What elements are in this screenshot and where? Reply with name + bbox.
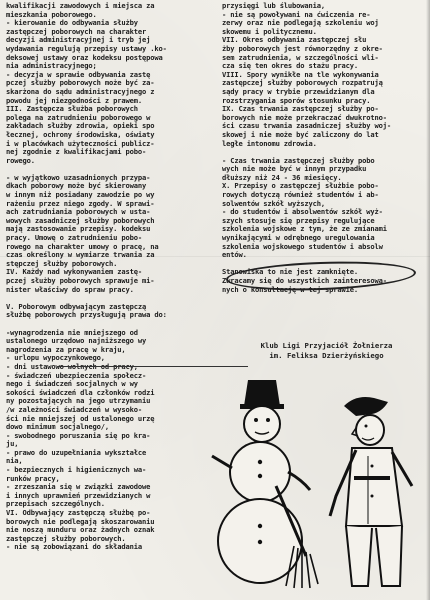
right-text-line: skowej i nie może być zaliczony do lat [222,130,379,139]
right-text-line: - Czas trwania zastępczej służby pobo [222,156,375,165]
left-text-line: decyzji administracyjnej i tryb jej [6,36,151,45]
left-text-line: rażeniu przez niego zgody. W sprawi- [6,199,155,208]
right-text-line: cza się ten okres do stażu pracy. [222,62,358,71]
left-text-line: - bezpiecznych i higienicznych wa- [6,466,147,475]
left-text-line: przepisach szczególnych. [6,500,105,509]
right-text-line: VII. Okres odbywania zastępczej słu [222,36,367,45]
left-text-line: skarżona do sądu administracyjnego z [6,87,155,96]
left-text-line: - zrzeszania się w związki zawodowe [6,483,151,492]
left-text-line: kwalifikacji zawodowych i miejsca za [6,2,155,10]
right-text-line: ści czasu trwania zasadniczej służby woj- [222,122,391,131]
left-text-line: ści nie mniejszej od ustalonego urzę [6,414,155,423]
left-text-line: nie noszą munduru oraz żadnych oznak [6,526,155,535]
left-text-line: zastępczej poborowych na charakter [6,27,147,36]
left-text-line: służbę poborowych przysługują prawa do: [6,311,167,320]
left-text-line: runków pracy, [6,474,60,483]
right-text-line: sądy pracy w trybie przewidzianym dla [222,87,375,96]
right-text-line: skowemu i politycznemu. [222,27,317,36]
left-text-line: mieszkania poborowego. [6,10,97,19]
left-text-line [6,320,211,329]
left-text-line: i innych uprawnień przewidzianych w [6,491,151,500]
right-text-line: IX. Czas trwania zastępczej służby po- [222,105,379,114]
left-text-line: łecznej, ochrony środowiska, oświaty [6,130,155,139]
left-text-line: III. Zastępcza służba poborowych [6,105,138,114]
left-text-line: - świadczeń ubezpieczenia społecz- [6,371,147,380]
left-text-line: /w zależności świadczeń w wysoko- [6,405,142,414]
left-text-line: nagrodzenia za pracę w kraju, [6,345,126,354]
right-text-line: szkolenia wojskowego studentów i absolw [222,242,383,251]
left-text-line: czas określony w wymiarze trwania za [6,251,155,260]
left-text-line: - kierowanie do odbywania służby [6,19,138,28]
right-text-line: entów. [222,251,247,260]
stamp-underline [58,366,248,367]
right-text-line: X. Przepisy o zastępczej służbie pobo- [222,182,379,191]
left-text-line: - w wyjątkowo uzasadnionych przypa- [6,173,151,182]
left-text-line: zakładach służby zdrowia, opieki spo [6,122,155,131]
left-text-line: -wynagrodzenia nie mniejszego od [6,328,138,337]
left-text-line: - decyzja w sprawie odbywania zastę [6,70,151,79]
left-text-line: rowego. [6,156,35,165]
left-text-line: ny pozostających na jego utrzymaniu [6,397,151,406]
left-column [6,2,211,552]
left-text-line: dkach poborowy może być skierowany [6,182,147,191]
pot-hat-icon [244,380,280,406]
right-text-line: wych nie może być w innym przypadku [222,165,367,174]
left-text-line [6,294,211,303]
left-text-line: stępczej służby poborowych. [6,259,118,268]
left-text-line: IV. Każdy nad wykonywaniem zastę- [6,268,142,277]
left-text-line: nia, [6,457,23,466]
right-text-line: VIII. Spory wynikłe na tle wykonywania [222,70,379,79]
right-text-line: Zwracamy się do wszystkich zainteresowa- [222,277,387,285]
right-text-line: wynikającymi w odrębnego uregulowania [222,234,375,243]
left-text-line: nej zgodnie z kwalifikacjami pobo- [6,148,147,157]
right-text-line: szych stosuje się przepisy regulujące [222,216,375,225]
stamp-text-line: Klub Ligi Przyjaciół Żołnierza [260,341,393,350]
left-text-line: ustalonego urzędowo najniższego wy [6,337,147,346]
left-text-line: - urlopu wypoczynkowego, [6,354,105,363]
right-text-line: rozstrzygania sporów stosunku pracy. [222,96,371,105]
left-text-line: pracy. Umowę o zatrudnieniu pobo- [6,234,142,243]
left-text-line: ju, [6,440,19,449]
left-text-line: rowego na charakter umowy o pracę, na [6,242,159,251]
left-text-line: dowo minimum socjalnego/, [6,423,110,432]
left-text-line: - nie są zobowiązani do składania [6,543,142,552]
right-column [222,2,428,294]
left-text-line: powodu jej niezgodności z prawem. [6,96,142,105]
left-text-line: ach zatrudniania poborowych w usta- [6,208,151,217]
left-text-line: polega na zatrudnieniu poborowego w [6,113,151,122]
scan-edge-shadow [426,0,430,600]
left-text-line: zastępczej służby poborowych. [6,534,126,543]
right-text-line: nych o konsultację w tej sprawie. [222,285,358,294]
right-text-line: borowych nie może przekraczać dwukrotno- [222,113,387,122]
right-text-line: przysięgi lub ślubowania, [222,2,326,10]
left-text-line: nego i świadczeń socjalnych w wy [6,380,138,389]
left-text-line: sokości świadczeń dla członków rodzi [6,388,155,397]
left-text-line: VI. Odbywający zastępczą służbę po- [6,509,151,518]
snowman-cartoon [206,376,428,596]
stamp-text-line: im. Feliksa Dzierżyńskiego [269,351,384,360]
right-text-line: - nie są powoływani na ćwiczenia re- [222,10,371,19]
right-text-line: szkolenia wojskowe z tym, że ze zmianami [222,225,387,234]
right-text-line: zastępczej służby poborowych rozpatrują [222,79,383,88]
left-text-line: pczej służby poborowych sprawuje mi- [6,277,155,285]
left-text-line: mają zastosowanie przepisy. kodeksu [6,225,151,234]
left-text-line: nister właściwy do spraw pracy. [6,285,134,294]
left-text-line: w innym niż posiadany zawodzie po wy [6,191,155,200]
left-text-line: pczej służby poborowych może być za- [6,79,155,88]
left-text-line: borowych nie podlegają skoszarowaniu [6,517,155,526]
left-text-line: i w placówkach użyteczności publicz- [6,139,155,148]
right-text-line: dłuższy niż 24 - 36 miesięcy. [222,173,342,182]
club-stamp [225,341,428,371]
right-text-line: żby poborowych jest równorzędny z okre- [222,44,383,53]
left-text-line: V. Poborowym odbywającym zastępczą [6,302,147,311]
left-text-line: - swobodnego poruszania się po kra- [6,431,151,440]
right-text-line: solwentów szkół wyższych, [222,199,326,208]
right-text-line: ległe intonomu zdrowia. [222,139,317,148]
left-text-line: - dni ustawowo wolnych od pracy, [6,362,138,371]
right-text-line: rowych dotyczą również studentów i ab- [222,191,379,200]
right-text-line: sem zatrudnienia, w szczególności wli- [222,53,379,62]
left-text-line: deksowej ustawy oraz kodeksu postępowa [6,53,163,62]
left-text-line: - prawo do uzupełniania wykształce [6,448,147,457]
right-text-line [222,148,428,157]
left-text-line: wydawania regulują przepisy ustawy .ko- [6,44,167,53]
left-text-line: wowych zasadniczej służby poborowych [6,216,155,225]
left-text-line [6,165,211,174]
right-text-line: zerwy oraz nie podlegają szkoleniu woj [222,19,379,28]
right-text-line: Stanowiska to nie jest zamknięte. [222,268,358,277]
left-text-line: nia administracyjnego; [6,62,97,71]
right-text-line: - do studentów i absolwentów szkół wyż- [222,208,383,217]
